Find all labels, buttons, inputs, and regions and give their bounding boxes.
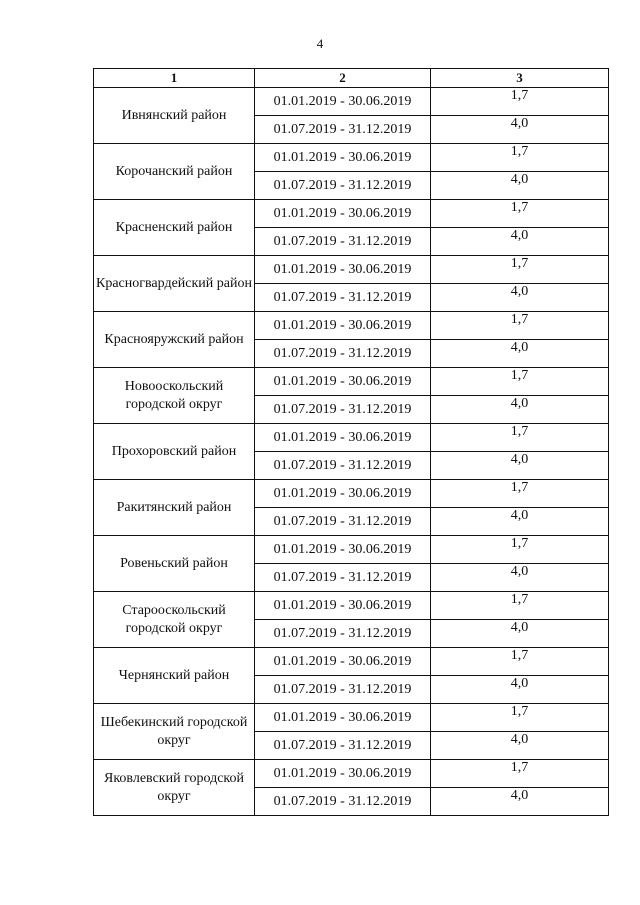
value-cell: 4,0 [431,340,609,368]
period-cell: 01.01.2019 - 30.06.2019 [255,144,431,172]
value-cell: 4,0 [431,620,609,648]
district-name-cell: Ровеньский район [94,536,255,592]
table-header [94,69,609,88]
value-cell: 4,0 [431,116,609,144]
value-cell: 1,7 [431,312,609,340]
table-body [94,88,609,816]
value-cell: 1,7 [431,144,609,172]
table-row [94,424,609,452]
district-name-cell: Старооскольский городской округ [94,592,255,648]
period-cell: 01.07.2019 - 31.12.2019 [255,620,431,648]
period-cell: 01.07.2019 - 31.12.2019 [255,564,431,592]
district-name-cell: Шебекинский городской округ [94,704,255,760]
header-row [94,69,609,88]
period-cell: 01.01.2019 - 30.06.2019 [255,648,431,676]
period-cell: 01.01.2019 - 30.06.2019 [255,256,431,284]
value-cell: 1,7 [431,88,609,116]
period-cell: 01.07.2019 - 31.12.2019 [255,508,431,536]
period-cell: 01.01.2019 - 30.06.2019 [255,704,431,732]
district-name-cell: Красногвардейский район [94,256,255,312]
district-name-cell: Краснояружский район [94,312,255,368]
period-cell: 01.07.2019 - 31.12.2019 [255,396,431,424]
period-cell: 01.01.2019 - 30.06.2019 [255,424,431,452]
value-cell: 4,0 [431,788,609,816]
value-cell: 1,7 [431,200,609,228]
period-cell: 01.01.2019 - 30.06.2019 [255,88,431,116]
district-name-cell: Яковлевский городской округ [94,760,255,816]
value-cell: 4,0 [431,564,609,592]
period-cell: 01.01.2019 - 30.06.2019 [255,368,431,396]
value-cell: 4,0 [431,508,609,536]
period-cell: 01.07.2019 - 31.12.2019 [255,788,431,816]
period-cell: 01.07.2019 - 31.12.2019 [255,116,431,144]
district-name-cell: Новооскольский городской округ [94,368,255,424]
value-cell: 4,0 [431,452,609,480]
period-cell: 01.07.2019 - 31.12.2019 [255,172,431,200]
table-row [94,88,609,116]
district-name-cell: Чернянский район [94,648,255,704]
table-row [94,592,609,620]
value-cell: 4,0 [431,284,609,312]
district-name-cell: Прохоровский район [94,424,255,480]
period-cell: 01.07.2019 - 31.12.2019 [255,340,431,368]
district-name-cell: Красненский район [94,200,255,256]
table-row [94,480,609,508]
table-row [94,648,609,676]
header-col-1: 1 [94,69,255,88]
period-cell: 01.01.2019 - 30.06.2019 [255,480,431,508]
page-number: 4 [316,36,324,51]
table-row [94,312,609,340]
table-row [94,368,609,396]
rates-table [93,68,609,816]
value-cell: 1,7 [431,480,609,508]
period-cell: 01.07.2019 - 31.12.2019 [255,452,431,480]
value-cell: 4,0 [431,732,609,760]
table-row [94,144,609,172]
district-name-cell: Ракитянский район [94,480,255,536]
value-cell: 1,7 [431,648,609,676]
period-cell: 01.01.2019 - 30.06.2019 [255,760,431,788]
table-row [94,536,609,564]
district-name-cell: Ивнянский район [94,88,255,144]
value-cell: 1,7 [431,368,609,396]
value-cell: 1,7 [431,424,609,452]
period-cell: 01.01.2019 - 30.06.2019 [255,592,431,620]
value-cell: 4,0 [431,172,609,200]
value-cell: 1,7 [431,760,609,788]
value-cell: 1,7 [431,256,609,284]
table-row [94,760,609,788]
value-cell: 1,7 [431,536,609,564]
value-cell: 1,7 [431,592,609,620]
period-cell: 01.07.2019 - 31.12.2019 [255,284,431,312]
period-cell: 01.01.2019 - 30.06.2019 [255,312,431,340]
district-name-cell: Корочанский район [94,144,255,200]
table-row [94,200,609,228]
table-row [94,704,609,732]
value-cell: 4,0 [431,676,609,704]
period-cell: 01.07.2019 - 31.12.2019 [255,228,431,256]
value-cell: 4,0 [431,396,609,424]
value-cell: 4,0 [431,228,609,256]
value-cell: 1,7 [431,704,609,732]
period-cell: 01.01.2019 - 30.06.2019 [255,536,431,564]
period-cell: 01.07.2019 - 31.12.2019 [255,732,431,760]
period-cell: 01.07.2019 - 31.12.2019 [255,676,431,704]
period-cell: 01.01.2019 - 30.06.2019 [255,200,431,228]
table-row [94,256,609,284]
header-col-2: 2 [255,69,431,88]
header-col-3: 3 [431,69,609,88]
